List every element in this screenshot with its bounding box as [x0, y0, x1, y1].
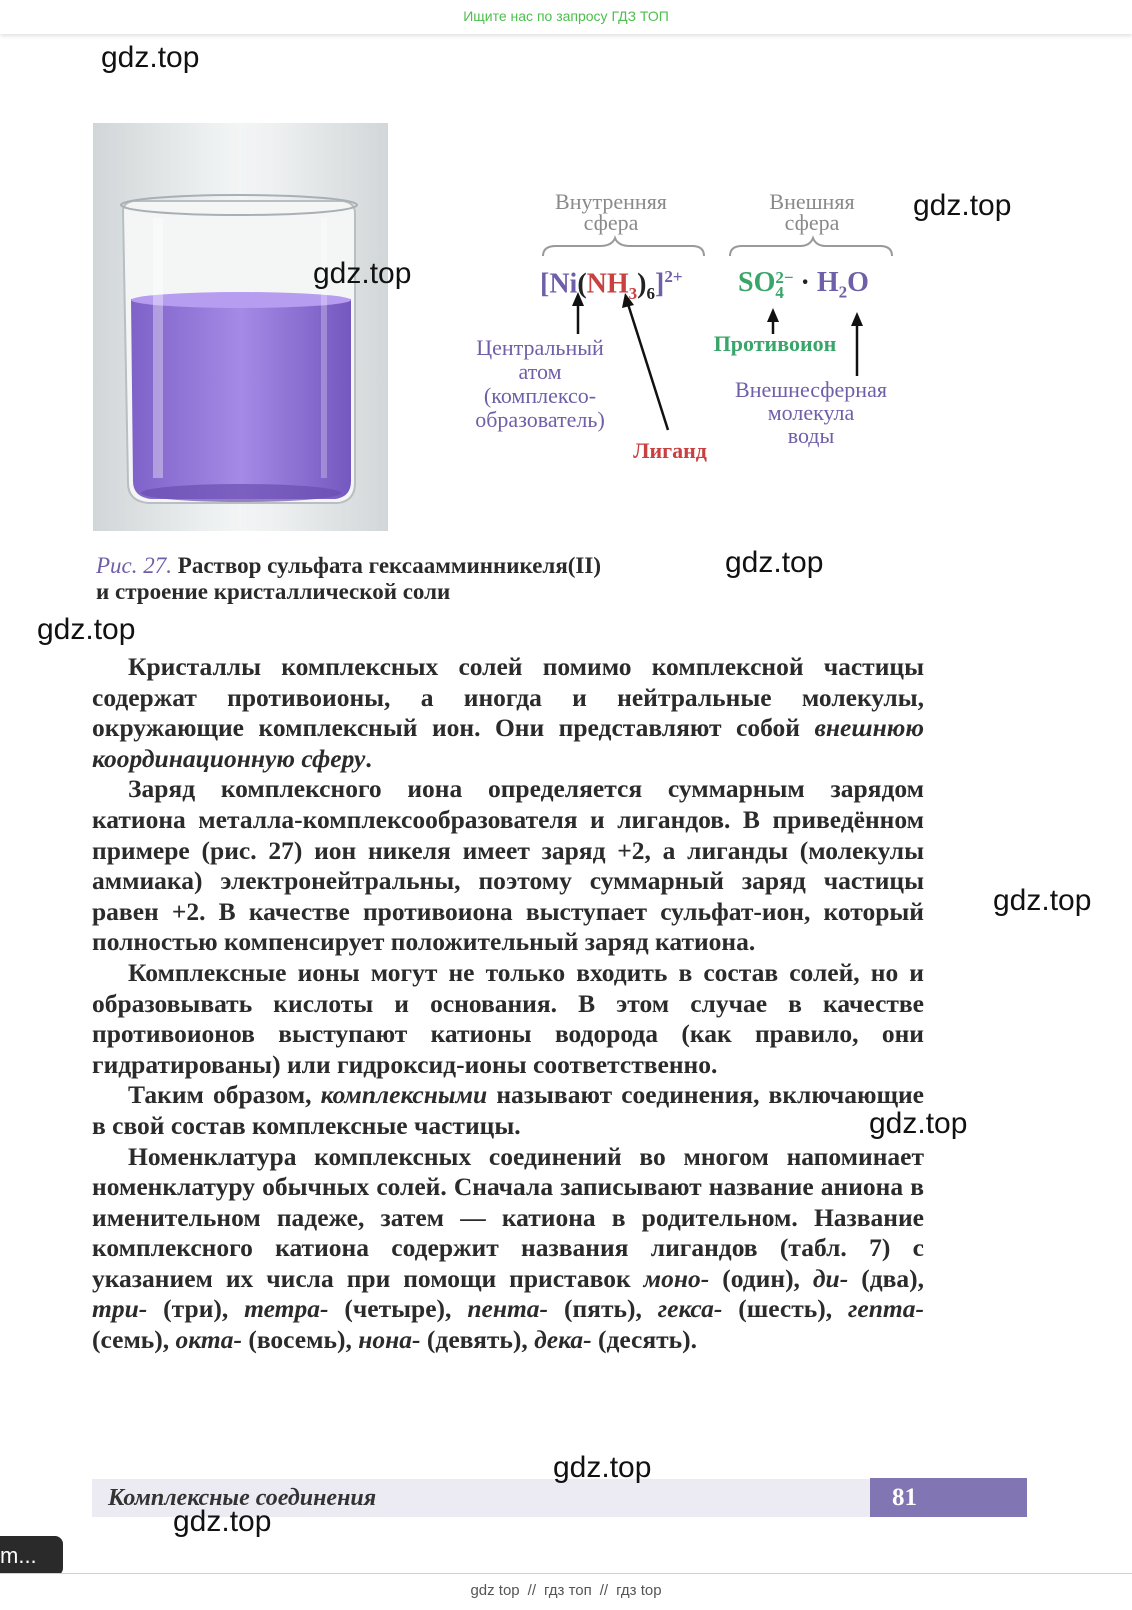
- watermark: gdz.top: [993, 884, 1092, 917]
- prefix-gepta: гепта-: [848, 1294, 924, 1324]
- p1-text-b: .: [365, 743, 372, 773]
- prefix-tri: три-: [92, 1294, 148, 1324]
- formula-dot: ·: [793, 267, 817, 298]
- central-atom-label: [455, 336, 625, 432]
- formula-water-o: O: [847, 267, 869, 298]
- footer-title: Комплексные соединения: [108, 1485, 377, 1511]
- p4-text-a: Таким образом,: [128, 1080, 321, 1110]
- formula-lparen: (: [577, 268, 587, 300]
- p5-text-8: (восемь),: [241, 1325, 359, 1355]
- central-atom-line1: Центральный: [476, 335, 604, 360]
- p5-text-9: (девять),: [420, 1325, 535, 1355]
- prefix-deka: дека-: [534, 1325, 592, 1355]
- p5-text-a: Номенклатура комплексных соединений во многом напоминает номенклатуру обычных солей. Сначала записывают название аниона в именительном падеже, затем — катиона в родительном. Название комплексного катиона содержит названия лигандов (табл. 7) с указанием их числа при помощи приставок: [92, 1141, 924, 1293]
- prefix-geksa: гекса-: [657, 1294, 723, 1324]
- inner-sphere-line2: сфера: [583, 210, 639, 235]
- paragraph-4: [92, 1080, 924, 1141]
- watermark: gdz.top: [913, 189, 1012, 222]
- central-atom-line4: образователь): [475, 407, 605, 432]
- paragraph-3: Комплексные ионы могут не только входить в состав солей, но и образовывать кислоты и основания. В этом случае в качестве противоионов выступают катионы водорода (как правило, они гидратированы) или гидроксид-ионы соответственно.: [92, 957, 924, 1079]
- p5-text-2: (два),: [848, 1263, 924, 1293]
- watermark: gdz.top: [725, 546, 824, 579]
- formula-charge: 2+: [664, 267, 683, 286]
- link-separator: //: [527, 1582, 536, 1599]
- p4-term: комплексными: [320, 1080, 488, 1110]
- formula-bracket-open: [: [540, 268, 550, 300]
- caption-line1: [96, 553, 736, 579]
- p5-text-1: (один),: [709, 1263, 813, 1293]
- prefix-nona: нона-: [358, 1325, 421, 1355]
- main-text: [92, 652, 924, 1356]
- paragraph-2: Заряд комплексного иона определяется суммарным зарядом катиона металла-комплексообразователя и лигандов. В приведённом примере (рис. 27) ион никеля имеет заряд +2, а лиганды (молекулы аммиака) электронейтральны, поэтому суммарный заряд частицы равен +2. В качестве противоиона выступает сульфат-ион, который полностью компенсирует положительный заряд катиона.: [92, 774, 924, 957]
- prefix-okta: окта-: [175, 1325, 242, 1355]
- water-arrowhead: [851, 312, 863, 326]
- p5-text-4: (четыре),: [328, 1294, 468, 1324]
- bottom-link-bar: [0, 1573, 1132, 1610]
- central-atom-line3: (комплексо-: [483, 383, 597, 408]
- inner-sphere-brace: [543, 238, 704, 256]
- bottom-link-2[interactable]: гдз топ: [544, 1582, 592, 1599]
- prefix-tetra: тетра-: [244, 1294, 329, 1324]
- outer-sphere-formula: [738, 267, 869, 303]
- prefix-di: ди-: [812, 1263, 849, 1293]
- bottom-link-3[interactable]: гдз top: [616, 1582, 662, 1599]
- caption-text-2: и строение кристаллической соли: [96, 579, 451, 604]
- formula-anion: SO: [738, 267, 776, 298]
- p5-text-3: (три),: [147, 1294, 245, 1324]
- formula-count-sub: 6: [646, 283, 655, 303]
- ligand-label: Лиганд: [633, 438, 707, 463]
- formula-rparen: ): [637, 268, 647, 300]
- figure-number: Рис. 27.: [96, 553, 173, 578]
- counterion-arrowhead: [767, 308, 779, 322]
- watermark: gdz.top: [869, 1107, 968, 1140]
- watermark: gdz.top: [37, 613, 136, 646]
- prefix-mono: моно-: [643, 1263, 710, 1293]
- outer-sphere-brace: [730, 238, 892, 256]
- p5-text-6: (шесть),: [722, 1294, 848, 1324]
- counterion-label: Противоион: [713, 331, 837, 356]
- water-label-line1: Внешнесферная: [735, 377, 887, 402]
- watermark: gdz.top: [553, 1451, 652, 1484]
- ligand-arrow: [628, 304, 668, 430]
- p5-text-5: (пять),: [548, 1294, 658, 1324]
- formula-water-h: H: [816, 267, 839, 298]
- p1-term: внешнюю координационную сферу: [92, 713, 924, 773]
- formula-metal: Ni: [549, 268, 578, 300]
- prefix-penta: пента-: [467, 1294, 549, 1324]
- link-separator: //: [599, 1582, 609, 1599]
- formula-anion-sub: 4: [775, 282, 784, 302]
- page-number: 81: [870, 1478, 1027, 1517]
- water-label-line3: воды: [787, 423, 835, 448]
- complex-ion-formula: [540, 267, 683, 304]
- p5-text-7: (семь),: [92, 1325, 176, 1355]
- formula-anion-indices: [775, 267, 794, 302]
- bottom-link-1[interactable]: gdz top: [470, 1582, 520, 1599]
- formula-ligand: NH: [586, 268, 629, 300]
- outer-sphere-line1: Внешняя: [769, 189, 855, 214]
- caption-text-1: Раствор сульфата гексаамминникеля(II): [172, 553, 601, 578]
- paragraph-1: [92, 652, 924, 774]
- watermark: gdz.top: [101, 41, 200, 74]
- paragraph-5: [92, 1142, 924, 1356]
- p4-text-b: называют соединения, включающие в свой состав комплексные частицы.: [92, 1080, 925, 1140]
- formula-water-sub: 2: [838, 282, 848, 302]
- formula-ligand-sub: 3: [628, 283, 638, 303]
- formula-bracket-close: ]: [654, 268, 665, 300]
- inner-sphere-line1: Внутренняя: [555, 189, 667, 214]
- watermark: gdz.top: [173, 1505, 272, 1538]
- formula-anion-sup: 2−: [775, 267, 794, 287]
- p1-text-a: Кристаллы комплексных солей помимо комплексной частицы содержат противоионы, а иногда и нейтральные молекулы, окружающие комплексный ион. Они представляют собой: [92, 652, 924, 743]
- water-label-line2: молекула: [767, 400, 855, 425]
- central-atom-line2: атом: [518, 359, 562, 384]
- water-molecule-label: [716, 378, 906, 447]
- p5-text-10: (десять).: [591, 1325, 698, 1355]
- outer-sphere-line2: сфера: [784, 210, 840, 235]
- watermark: gdz.top: [313, 257, 412, 290]
- figure-caption: [96, 553, 736, 605]
- floating-tab-button[interactable]: m...: [0, 1536, 63, 1576]
- top-banner[interactable]: Ищите нас по запросу ГДЗ ТОП: [0, 0, 1132, 34]
